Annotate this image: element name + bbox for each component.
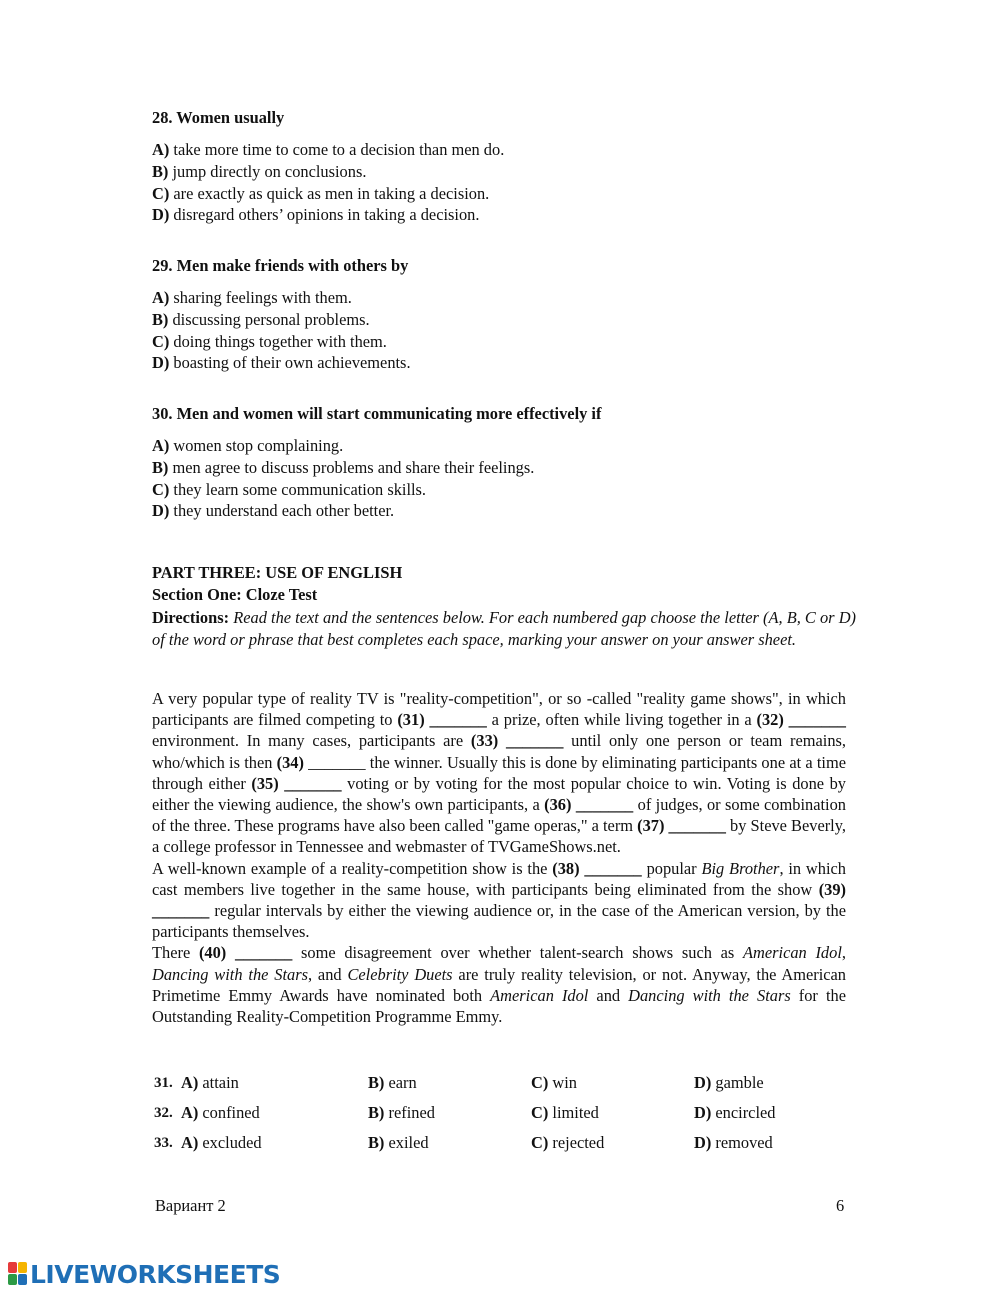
- q29-option-d[interactable]: D) boasting of their own achievements.: [152, 353, 411, 372]
- passage-text: for the Outstanding Reality-Competition Programme Emmy.: [152, 985, 846, 1027]
- q30-option-b[interactable]: B) men agree to discuss problems and share their feelings.: [152, 458, 535, 477]
- answer-letter: B): [368, 1103, 385, 1122]
- answer-letter: C): [531, 1073, 549, 1092]
- q28-option-a[interactable]: A) take more time to come to a decision than men do.: [152, 140, 505, 159]
- answer-word: exiled: [388, 1133, 429, 1152]
- gap-marker: (34): [276, 752, 304, 772]
- answer-word: excluded: [202, 1133, 262, 1152]
- logo-text: LIVEWORKSHEETS: [30, 1259, 281, 1289]
- answer-option-b[interactable]: [368, 1133, 429, 1153]
- answer-letter: A): [181, 1103, 199, 1122]
- answer-number: 31.: [154, 1075, 173, 1091]
- passage-paragraph-2: [152, 858, 846, 943]
- q29-option-a[interactable]: A) sharing feelings with them.: [152, 288, 352, 307]
- passage-text: A very popular type of reality TV is "reality-competition", or so -called "reality game shows", in which participants are filmed competing to: [152, 689, 846, 730]
- passage-paragraph-3: [152, 942, 846, 1027]
- title-italic: American Idol: [743, 943, 842, 963]
- passage-text: are truly reality television, or not. Anyway, the American Primetime Emmy Awards have nominated both: [152, 964, 847, 1005]
- gap-marker: (33) _______: [470, 731, 564, 751]
- question-29-title: 29. Men make friends with others by: [152, 256, 409, 275]
- q30-option-d[interactable]: D) they understand each other better.: [152, 501, 395, 520]
- passage-text: some disagreement over whether talent-search shows such as: [292, 943, 744, 963]
- answer-letter: A): [181, 1133, 199, 1152]
- passage-text: , and: [307, 964, 348, 984]
- answer-letter: C): [531, 1103, 549, 1122]
- answer-word: gamble: [715, 1073, 764, 1092]
- answer-option-d[interactable]: [694, 1103, 775, 1123]
- logo-square-blue: [18, 1274, 27, 1285]
- answer-option-c[interactable]: [531, 1103, 599, 1123]
- cloze-passage: [152, 688, 846, 1027]
- passage-text: of judges, or some combination of the three. These programs have also been called "game operas," a term: [152, 795, 846, 836]
- passage-text: environment. In many cases, participants are: [152, 731, 471, 751]
- answer-letter: C): [531, 1133, 549, 1152]
- passage-text: , in which cast members live together in the same house, with participants being eliminated from the show: [152, 858, 846, 899]
- gap-marker: (38) _______: [552, 858, 642, 878]
- answer-option-c[interactable]: [531, 1133, 604, 1153]
- answer-option-d[interactable]: [694, 1133, 773, 1153]
- answer-number: 33.: [154, 1135, 173, 1151]
- gap-marker: (40) _______: [198, 943, 293, 963]
- question-28-title: 28. Women usually: [152, 108, 285, 127]
- q29-option-b[interactable]: B) discussing personal problems.: [152, 310, 370, 329]
- passage-text: voting or by voting for the most popular choice to win. Voting is done by either the viewing audience, the show's own participants, a: [152, 773, 847, 815]
- answer-option-b[interactable]: [368, 1103, 435, 1123]
- gap-marker: (36) _______: [544, 795, 634, 815]
- passage-text: A well-known example of a reality-competition show is the: [152, 858, 553, 878]
- logo-square-green: [8, 1274, 17, 1285]
- answer-row: [154, 1133, 854, 1155]
- gap-marker: (39) _______: [152, 879, 846, 921]
- answer-letter: D): [694, 1103, 712, 1122]
- section-title: Section One: Cloze Test: [152, 585, 318, 604]
- answer-row: [154, 1103, 854, 1125]
- passage-text: a prize, often while living together in a: [486, 710, 757, 730]
- passage-text: popular: [641, 858, 702, 878]
- directions-text: Read the text and the sentences below. For each numbered gap choose the letter (A, B, C or D) of the word or phrase that best completes each space, marking your answer on your answer sheet.: [152, 608, 856, 649]
- title-italic: Dancing with the Stars: [152, 964, 308, 984]
- answer-word: removed: [715, 1133, 773, 1152]
- title-italic: American Idol: [490, 985, 589, 1005]
- logo-square-red: [8, 1262, 17, 1273]
- answer-word: confined: [202, 1103, 260, 1122]
- passage-text: ,: [841, 943, 846, 963]
- answer-letter: B): [368, 1133, 385, 1152]
- answer-word: earn: [388, 1073, 417, 1092]
- logo-icon: [8, 1262, 28, 1286]
- gap-marker: (31) _______: [397, 710, 487, 730]
- directions-label: Directions:: [152, 608, 230, 627]
- answer-word: rejected: [552, 1133, 605, 1152]
- variant-label: Вариант 2: [155, 1196, 226, 1215]
- answer-word: refined: [388, 1103, 435, 1122]
- q30-option-a[interactable]: A) women stop complaining.: [152, 436, 344, 455]
- answer-word: encircled: [715, 1103, 776, 1122]
- question-30-title: 30. Men and women will start communicating more effectively if: [152, 404, 602, 423]
- page-number: 6: [836, 1196, 845, 1215]
- answer-letter: A): [181, 1073, 199, 1092]
- gap-marker: (35) _______: [251, 773, 342, 793]
- passage-text: until only one person or team remains, who/which is then: [152, 731, 846, 772]
- gap-marker: (32) _______: [756, 710, 847, 730]
- passage-text: regular intervals by either the viewing audience or, in the case of the American version, by the participants themselves.: [152, 901, 846, 942]
- answer-option-a[interactable]: [181, 1103, 260, 1123]
- logo-square-yellow: [18, 1262, 27, 1273]
- q28-option-c[interactable]: C) are exactly as quick as men in taking a decision.: [152, 184, 490, 203]
- answer-letter: D): [694, 1133, 712, 1152]
- answer-option-d[interactable]: [694, 1073, 764, 1093]
- answer-word: limited: [552, 1103, 599, 1122]
- q30-option-c[interactable]: C) they learn some communication skills.: [152, 480, 427, 499]
- passage-text: There: [152, 943, 199, 963]
- passage-text: and: [588, 985, 629, 1005]
- passage-paragraph-1: [152, 688, 846, 858]
- answer-option-b[interactable]: [368, 1073, 417, 1093]
- answer-row: [154, 1073, 854, 1095]
- answer-word: attain: [202, 1073, 239, 1092]
- title-italic: Dancing with the Stars: [628, 985, 791, 1005]
- answer-option-a[interactable]: [181, 1073, 239, 1093]
- gap-marker: (37) _______: [637, 816, 726, 836]
- q28-option-b[interactable]: B) jump directly on conclusions.: [152, 162, 367, 181]
- passage-text: by Steve Beverly, a college professor in Tennessee and webmaster of TVGameShows.net.: [152, 816, 846, 857]
- answer-option-c[interactable]: [531, 1073, 577, 1093]
- q29-option-c[interactable]: C) doing things together with them.: [152, 332, 387, 351]
- liveworksheets-logo[interactable]: [8, 1259, 280, 1289]
- directions: [152, 607, 856, 650]
- part-title: PART THREE: USE OF ENGLISH: [152, 563, 403, 582]
- q28-option-d[interactable]: D) disregard others’ opinions in taking a decision.: [152, 205, 480, 224]
- title-italic: Big Brother: [701, 858, 780, 878]
- answer-word: win: [552, 1073, 577, 1092]
- answer-letter: B): [368, 1073, 385, 1092]
- answer-number: 32.: [154, 1105, 173, 1121]
- answer-letter: D): [694, 1073, 712, 1092]
- title-italic: Celebrity Duets: [347, 964, 453, 984]
- answer-option-a[interactable]: [181, 1133, 262, 1153]
- passage-text: _______ the winner. Usually this is done by eliminating participants one at a time through either: [152, 752, 846, 793]
